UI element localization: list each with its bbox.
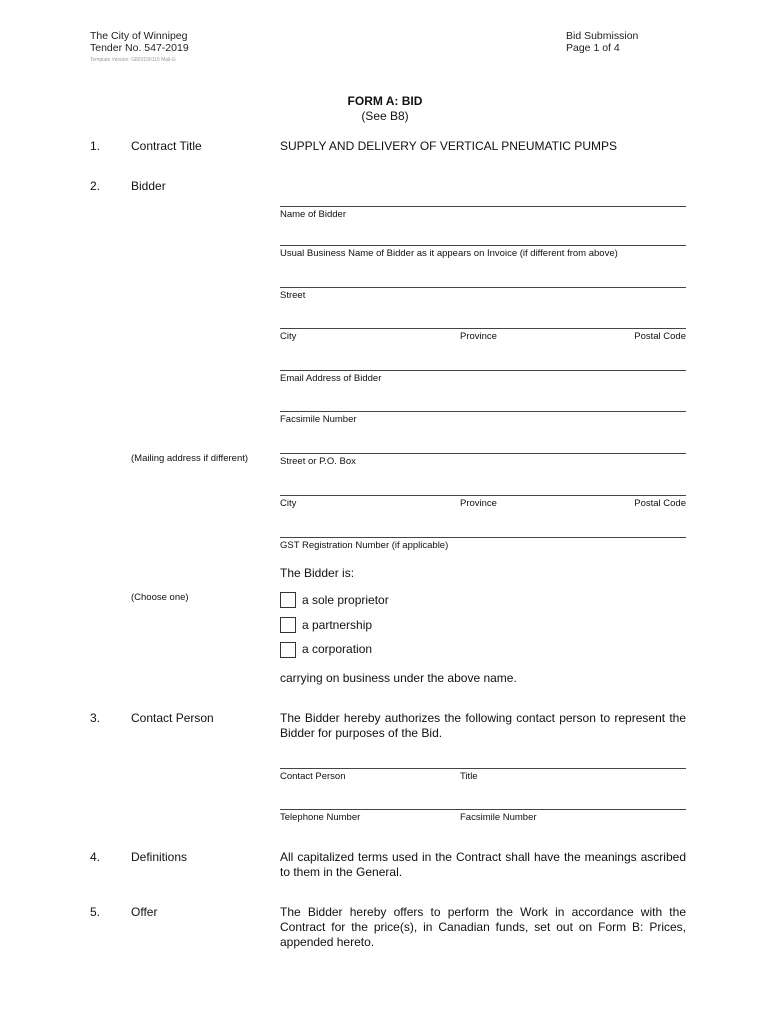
header-tender-no: Tender No. 547-2019 [90, 42, 189, 54]
mailing-street-caption: Street or P.O. Box [280, 456, 356, 467]
contact-person-caption: Contact Person [280, 771, 346, 782]
telephone-fax-line[interactable] [280, 809, 686, 810]
section-2-number: 2. [90, 179, 101, 193]
usual-business-name-line[interactable] [280, 245, 686, 246]
section-5-number: 5. [90, 905, 101, 919]
contact-authorization-text: The Bidder hereby authorizes the following contact person to represent the Bidder for purposes of the Bid. [280, 711, 686, 740]
mailing-address-note: (Mailing address if different) [131, 453, 249, 464]
email-line[interactable] [280, 370, 686, 371]
facsimile-line[interactable] [280, 411, 686, 412]
email-caption: Email Address of Bidder [280, 373, 382, 384]
mailing-street-line[interactable] [280, 453, 686, 454]
section-3-number: 3. [90, 711, 101, 725]
title-caption: Title [460, 771, 478, 782]
name-of-bidder-caption: Name of Bidder [280, 209, 347, 220]
section-1-number: 1. [90, 139, 101, 153]
template-version: Template Version: G820190115 Mail-G [90, 57, 176, 63]
telephone-caption: Telephone Number [280, 812, 361, 823]
street-caption: Street [280, 290, 306, 301]
form-title: FORM A: BID [347, 94, 423, 108]
choose-one-note: (Choose one) [131, 592, 189, 603]
partnership-label: a partnership [302, 618, 373, 632]
name-of-bidder-line[interactable] [280, 206, 686, 207]
section-3-label: Contact Person [131, 711, 214, 725]
partnership-checkbox[interactable] [280, 617, 296, 633]
postal-code-caption: Postal Code [634, 331, 686, 342]
mailing-province-caption: Province [460, 498, 497, 509]
mailing-city-province-postal-line[interactable] [280, 495, 686, 496]
section-4-label: Definitions [131, 850, 188, 864]
mailing-postal-code-caption: Postal Code [634, 498, 686, 509]
corporation-checkbox[interactable] [280, 642, 296, 658]
usual-business-name-caption: Usual Business Name of Bidder as it appears on Invoice (if different from above) [280, 248, 618, 259]
section-1-label: Contract Title [131, 139, 202, 153]
gst-caption: GST Registration Number (if applicable) [280, 540, 449, 551]
header-city: The City of Winnipeg [90, 30, 188, 42]
street-line[interactable] [280, 287, 686, 288]
contract-title-value: SUPPLY AND DELIVERY OF VERTICAL PNEUMATIC PUMPS [280, 139, 617, 153]
form-subtitle: (See B8) [361, 109, 409, 123]
city-province-postal-line[interactable] [280, 328, 686, 329]
contact-person-title-line[interactable] [280, 768, 686, 769]
mailing-city-caption: City [280, 498, 297, 509]
sole-proprietor-checkbox[interactable] [280, 592, 296, 608]
province-caption: Province [460, 331, 497, 342]
carrying-on-business-text: carrying on business under the above name. [280, 671, 517, 685]
header-bid-submission: Bid Submission [566, 30, 639, 42]
section-4-number: 4. [90, 850, 101, 864]
bidder-is-heading: The Bidder is: [280, 566, 355, 580]
sole-proprietor-label: a sole proprietor [302, 593, 389, 607]
section-5-label: Offer [131, 905, 158, 919]
definitions-text: All capitalized terms used in the Contract shall have the meanings ascribed to them in the General. [280, 850, 686, 879]
gst-line[interactable] [280, 537, 686, 538]
contact-facsimile-caption: Facsimile Number [460, 812, 537, 823]
facsimile-caption: Facsimile Number [280, 414, 357, 425]
offer-text: The Bidder hereby offers to perform the Work in accordance with the Contract for the price(s), in Canadian funds, set out on Form B: Prices, appended hereto. [280, 905, 686, 949]
city-caption: City [280, 331, 297, 342]
header-page-number: Page 1 of 4 [566, 42, 620, 54]
corporation-label: a corporation [302, 642, 373, 656]
section-2-label: Bidder [131, 179, 166, 193]
